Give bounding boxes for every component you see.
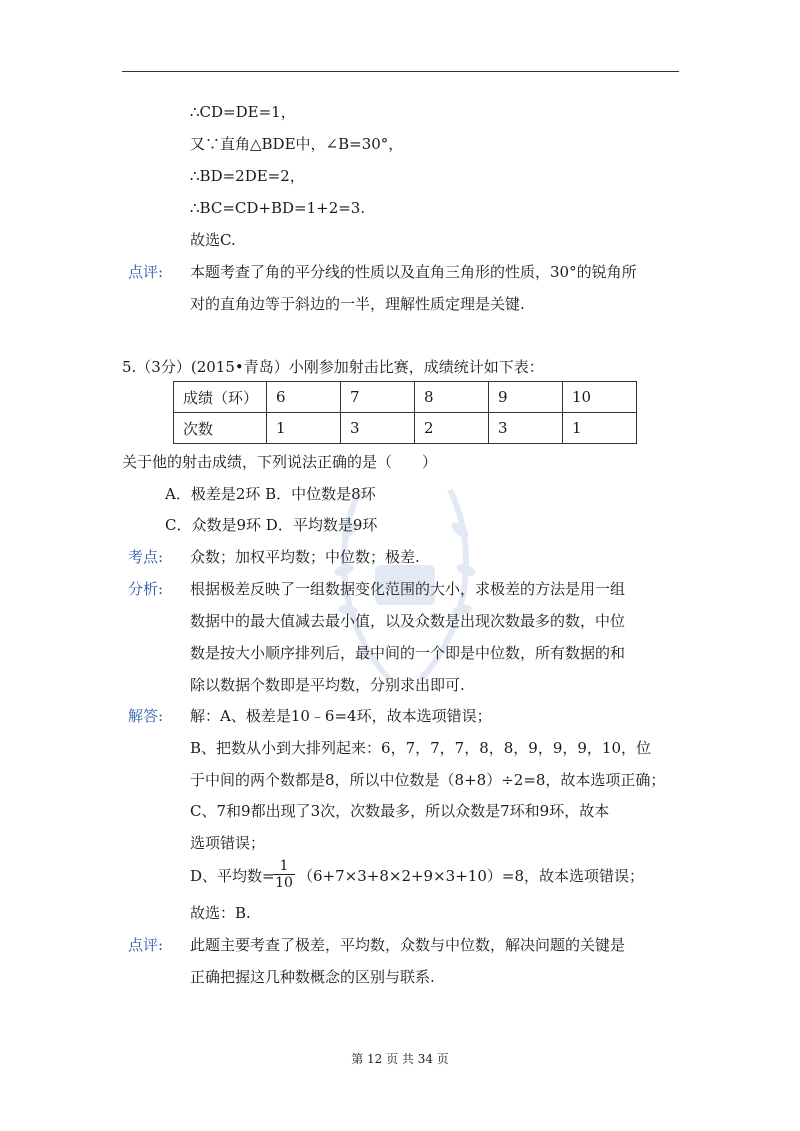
solution-line: ∴CD=DE=1， [190,103,296,121]
comment-text: 正确把握这几种数概念的区别与联系. [190,968,435,986]
solution-line: ∴BC=CD+BD=1+2=3. [190,199,366,217]
answer-text: 于中间的两个数都是8，所以中位数是（8+8）÷2=8，故本选项正确； [190,771,666,789]
kaodian-text: 众数；加权平均数；中位数；极差. [190,548,420,566]
table-cell: 次数 [174,413,267,444]
table-cell: 3 [341,413,415,444]
option-line: A．极差是2环 B．中位数是8环 [165,485,376,503]
question-stem: 5.（3分）(2015•青岛）小刚参加射击比赛，成绩统计如下表： [122,358,544,376]
table-cell: 3 [489,413,563,444]
comment-text: 对的直角边等于斜边的一半，理解性质定理是关键. [190,295,525,313]
solution-line: 故选C. [190,231,236,249]
table-row [174,382,637,413]
solution-line: ∴BD=2DE=2， [190,167,305,185]
analysis-label: 分析: [128,580,164,598]
answer-text: C、7和9都出现了3次，次数最多，所以众数是7环和9环，故本 [190,802,610,820]
table-cell: 2 [415,413,489,444]
answer-text: 解：A、极差是10﹣6=4环，故本选项错误； [190,707,492,725]
comment-label: 点评: [128,936,164,954]
answer-text: 选项错误； [190,834,266,852]
answer-text: 故选：B. [190,904,251,922]
table-cell: 6 [267,382,341,413]
table-cell: 1 [267,413,341,444]
table-cell: 8 [415,382,489,413]
table-row [174,413,637,444]
fraction [273,858,295,891]
score-table [173,381,637,444]
fraction-numerator: 1 [273,858,295,875]
answer-text: （6+7×3+8×2+9×3+10）=8，故本选项错误； [298,867,644,885]
solution-line: 又∵直角△BDE中，∠B=30°， [190,135,404,153]
kaodian-label: 考点: [128,548,164,566]
table-cell: 7 [341,382,415,413]
analysis-text: 数是按大小顺序排列后，最中间的一个即是中位数，所有数据的和 [190,644,626,662]
header-rule [122,71,679,72]
comment-text: 本题考查了角的平分线的性质以及直角三角形的性质，30°的锐角所 [190,263,637,281]
option-line: C．众数是9环 D．平均数是9环 [165,516,378,534]
table-cell: 9 [489,382,563,413]
answer-label: 解答: [128,707,164,725]
analysis-text: 除以数据个数即是平均数，分别求出即可. [190,676,465,694]
page-number: 第 12 页 共 34 页 [351,1052,449,1066]
comment-text: 此题主要考查了极差，平均数，众数与中位数，解决问题的关键是 [190,936,626,954]
analysis-text: 根据极差反映了一组数据变化范围的大小，求极差的方法是用一组 [190,580,626,598]
table-cell: 成绩（环） [174,382,267,413]
table-cell: 10 [563,382,637,413]
answer-text: B、把数从小到大排列起来：6，7，7，7，8，8，9，9，9，10，位 [190,739,652,757]
answer-text: D、平均数= [190,867,275,885]
question-prompt: 关于他的射击成绩，下列说法正确的是（ ） [122,453,438,471]
fraction-denominator: 10 [275,875,293,891]
comment-label: 点评: [128,263,164,281]
analysis-text: 数据中的最大值减去最小值，以及众数是出现次数最多的数，中位 [190,612,626,630]
table-cell: 1 [563,413,637,444]
